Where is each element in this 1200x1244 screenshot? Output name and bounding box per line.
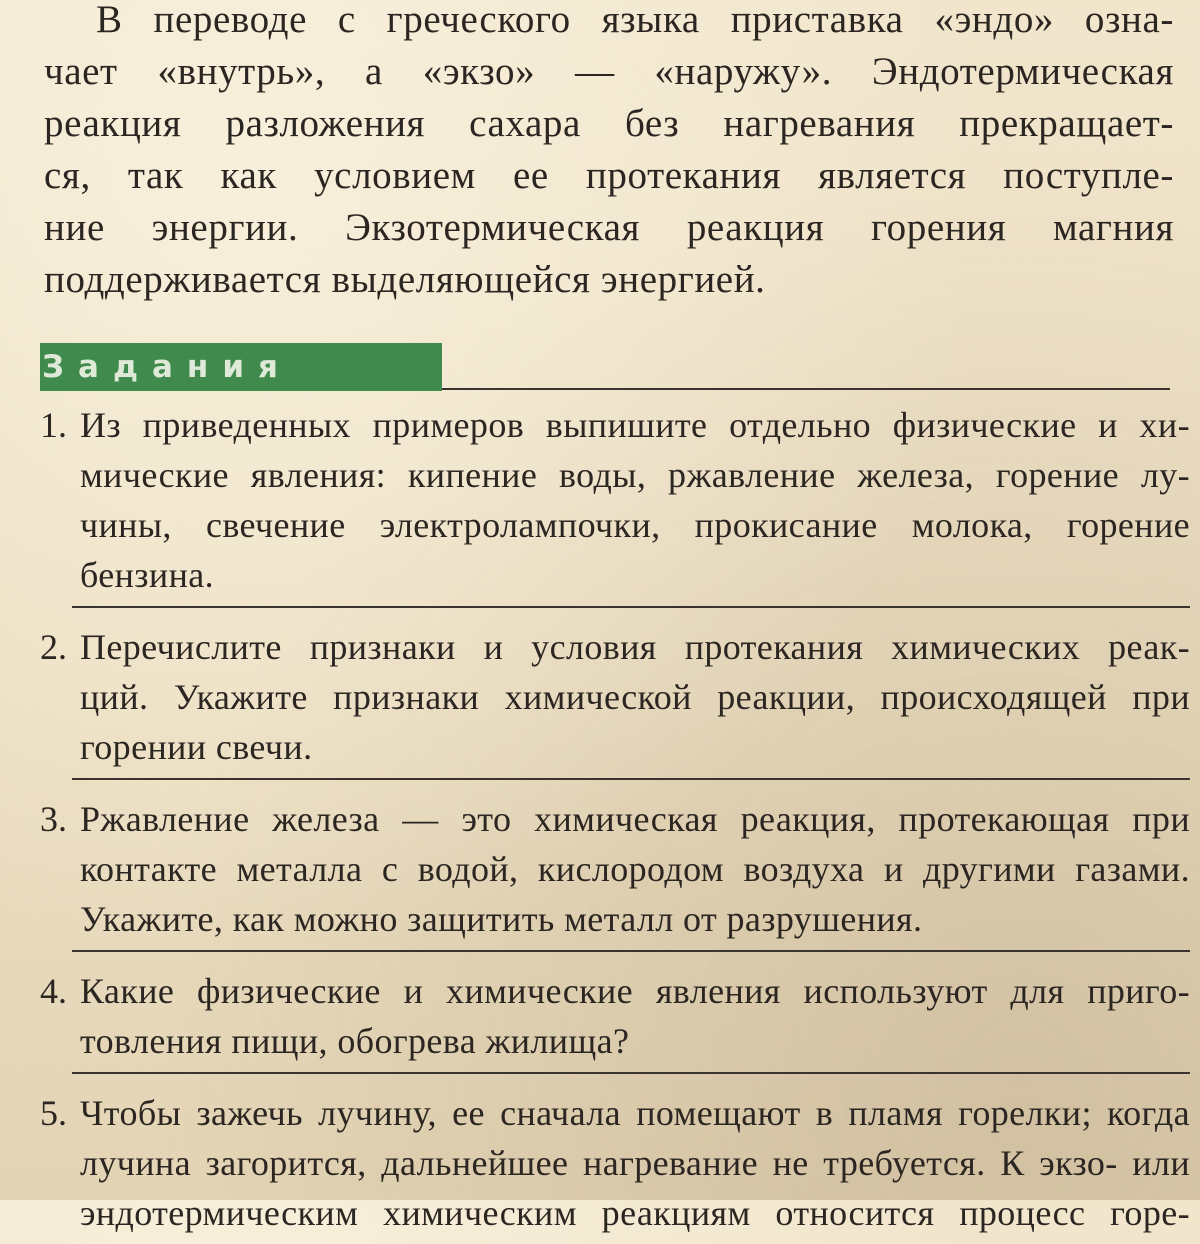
section-title: Задания	[42, 349, 292, 385]
task-line: Чтобы зажечь лучину, ее сначала помещают в пламя горелки; когда	[80, 1093, 1190, 1133]
task-list	[40, 400, 1190, 1244]
intro-paragraph	[44, 0, 1174, 306]
section-rule	[442, 388, 1170, 390]
task-item	[40, 1088, 1190, 1244]
task-number: 5.	[40, 1093, 67, 1133]
intro-line: ся, так как условием ее протекания является поступле-	[44, 154, 1174, 197]
task-item	[40, 400, 1190, 606]
section-header	[40, 343, 1170, 395]
intro-line: поддерживается выделяющейся энергией.	[44, 258, 766, 301]
task-line: контакте металла с водой, кислородом воздуха и другими газами.	[80, 849, 1190, 889]
task-line: Перечислите признаки и условия протекания химических реак-	[80, 627, 1190, 667]
task-item	[40, 966, 1190, 1072]
task-line: лучина загорится, дальнейшее нагревание не требуется. К экзо- или	[80, 1143, 1190, 1183]
task-number: 4.	[40, 971, 67, 1011]
task-divider	[72, 950, 1190, 952]
task-divider	[72, 606, 1190, 608]
task-number: 2.	[40, 627, 67, 667]
task-item	[40, 794, 1190, 950]
task-line: эндотермическим химическим реакциям относится процесс горе-	[80, 1193, 1190, 1233]
task-line: ций. Укажите признаки химической реакции, происходящей при	[80, 677, 1190, 717]
intro-line: чает «внутрь», а «экзо» — «наружу». Эндотермическая	[44, 50, 1174, 93]
task-line: чины, свечение электролампочки, прокисание молока, горение	[80, 505, 1190, 545]
task-line: горении свечи.	[80, 727, 313, 767]
task-item	[40, 622, 1190, 778]
task-divider	[72, 778, 1190, 780]
task-line: Из приведенных примеров выпишите отдельно физические и хи-	[80, 405, 1190, 445]
task-number: 1.	[40, 405, 67, 445]
task-divider	[72, 1072, 1190, 1074]
task-line: бензина.	[80, 555, 215, 595]
intro-line: реакция разложения сахара без нагревания прекращает-	[44, 102, 1174, 145]
task-line: Укажите, как можно защитить металл от разрушения.	[80, 899, 923, 939]
task-line: мические явления: кипение воды, ржавление железа, горение лу-	[80, 455, 1190, 495]
task-line: товления пищи, обогрева жилища?	[80, 1021, 630, 1061]
intro-line: ние энергии. Экзотермическая реакция горения магния	[44, 206, 1174, 249]
task-number: 3.	[40, 799, 67, 839]
intro-line: В переводе с греческого языка приставка «эндо» озна-	[96, 0, 1174, 41]
task-line: Какие физические и химические явления используют для приго-	[80, 971, 1190, 1011]
task-line: Ржавление железа — это химическая реакция, протекающая при	[80, 799, 1190, 839]
